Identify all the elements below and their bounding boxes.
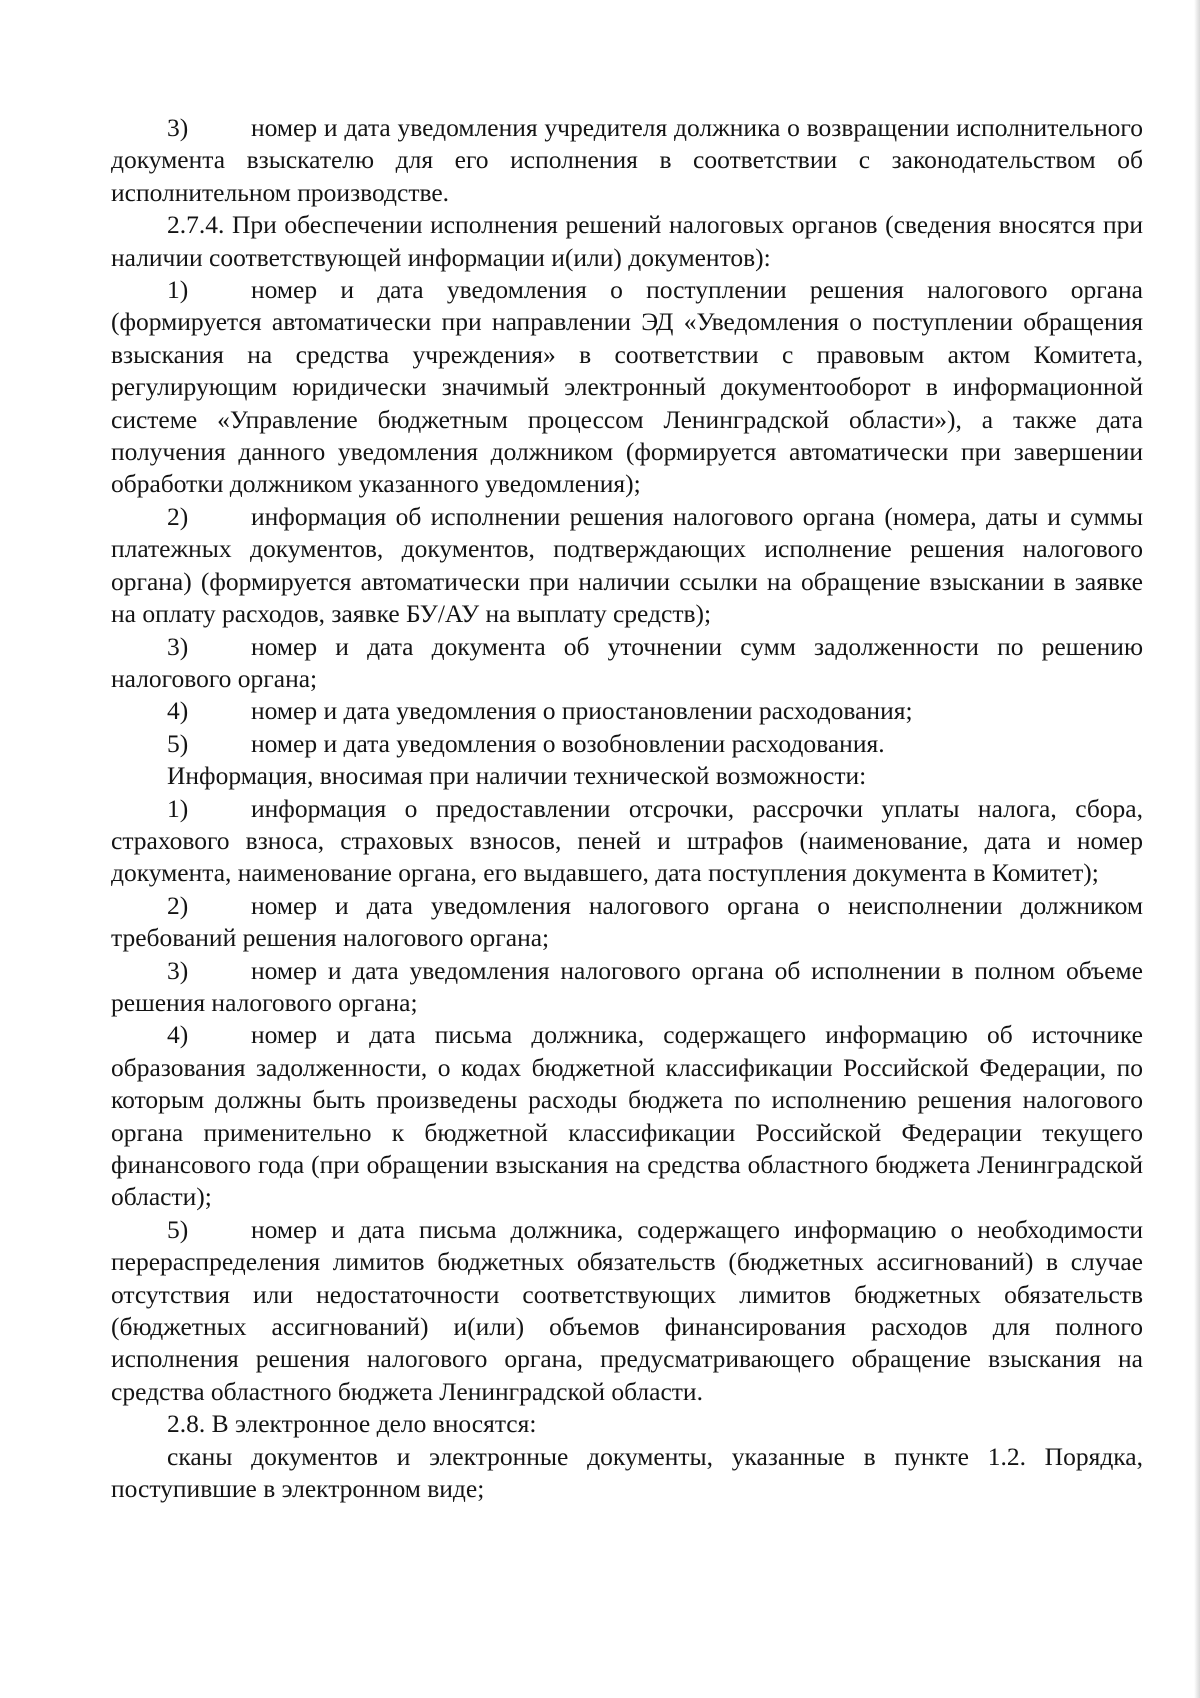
item-text: номер и дата уведомления налогового органа об исполнении в полном объеме решения налогового органа;: [111, 955, 1143, 1017]
section-paragraph: [111, 209, 1143, 274]
item-text: номер и дата уведомления о возобновлении расходования.: [251, 728, 885, 758]
item-text: номер и дата уведомления налогового органа о неисполнении должником требований решения налогового органа;: [111, 890, 1143, 953]
item-number: 5): [167, 728, 189, 758]
item-text: номер и дата письма должника, содержащего информацию об источнике образования задолженности, о кодах бюджетной классификации Российской Федерации, по которым должны быть произведены расходы бюджета по исполнению решения налогового органа применительно к бюджетной классификации Российской Федерации текущего финансового года (при обращении взыскания на средства областного бюджета Ленинградской области);: [111, 1020, 1143, 1212]
list-item: [111, 1214, 1143, 1408]
list-item: [111, 695, 1143, 727]
item-number: 3): [167, 955, 189, 985]
item-text: информация о предоставлении отсрочки, рассрочки уплаты налога, сбора, страхового взноса, страховых взносов, пеней и штрафов (наименование, дата и номер документа, наименование органа, его выдавшего, дата поступления документа в Комитет);: [111, 793, 1143, 888]
item-number: 3): [167, 631, 189, 661]
paragraph-text: Информация, вносимая при наличии технической возможности:: [167, 761, 867, 791]
item-number: 3): [167, 113, 189, 142]
item-text: номер и дата документа об уточнении сумм задолженности по решению налогового органа;: [111, 631, 1143, 693]
item-number: 5): [167, 1214, 189, 1244]
item-number: 1): [167, 793, 189, 823]
item-text: номер и дата уведомления о поступлении решения налогового органа (формируется автоматически при направлении ЭД «Уведомления о поступлении обращения взыскания на средства учреждения» в соответствии с правовым актом Комитета, регулирующим юридически значимый электронный документооборот в информационной системе «Управление бюджетным процессом Ленинградской области»), а также дата получения данного уведомления должником (формируется автоматически при завершении обработки должником указанного уведомления);: [111, 275, 1143, 499]
list-item: [111, 112, 1143, 209]
list-item: [111, 890, 1143, 955]
paragraph-text: сканы документов и электронные документы, указанные в пункте 1.2. Порядка, поступившие в электронном виде;: [111, 1441, 1143, 1504]
info-heading: [111, 760, 1143, 792]
list-item: [111, 274, 1143, 501]
section-paragraph: [111, 1408, 1143, 1440]
list-item: [111, 631, 1143, 696]
list-item: [111, 728, 1143, 760]
paragraph-text: 2.7.4. При обеспечении исполнения решений налоговых органов (сведения вносятся при наличии соответствующей информации и(или) документов):: [111, 210, 1143, 272]
item-text: номер и дата уведомления учредителя должника о возвращении исполнительного документа взыскателю для его исполнения в соответствии с законодательством об исполнительном производстве.: [111, 113, 1143, 207]
item-text: номер и дата уведомления о приостановлении расходования;: [251, 696, 913, 726]
item-text: номер и дата письма должника, содержащего информацию о необходимости перераспределения лимитов бюджетных обязательств (бюджетных ассигнований) в случае отсутствия или недостаточности соответствующих лимитов бюджетных обязательств (бюджетных ассигнований) и(или) объемов финансирования расходов для полного исполнения решения налогового органа, предусматривающего обращение взыскания на средства областного бюджета Ленинградской области.: [111, 1214, 1143, 1406]
item-number: 2): [167, 890, 189, 920]
scan-edge: [1194, 0, 1200, 1698]
document-body: [111, 112, 1143, 1505]
item-text: информация об исполнении решения налогового органа (номера, даты и суммы платежных документов, документов, подтверждающих исполнение решения налогового органа) (формируется автоматически при наличии ссылки на обращение взыскании в заявке на оплату расходов, заявке БУ/АУ на выплату средств);: [111, 501, 1143, 629]
paragraph-text: 2.8. В электронное дело вносятся:: [167, 1409, 537, 1439]
item-number: 1): [167, 275, 189, 305]
item-number: 4): [167, 1020, 189, 1050]
list-item: [111, 501, 1143, 631]
item-number: 4): [167, 696, 189, 726]
list-item: [111, 793, 1143, 890]
item-number: 2): [167, 501, 189, 531]
list-item: [111, 1019, 1143, 1213]
body-paragraph: [111, 1441, 1143, 1506]
list-item: [111, 955, 1143, 1020]
